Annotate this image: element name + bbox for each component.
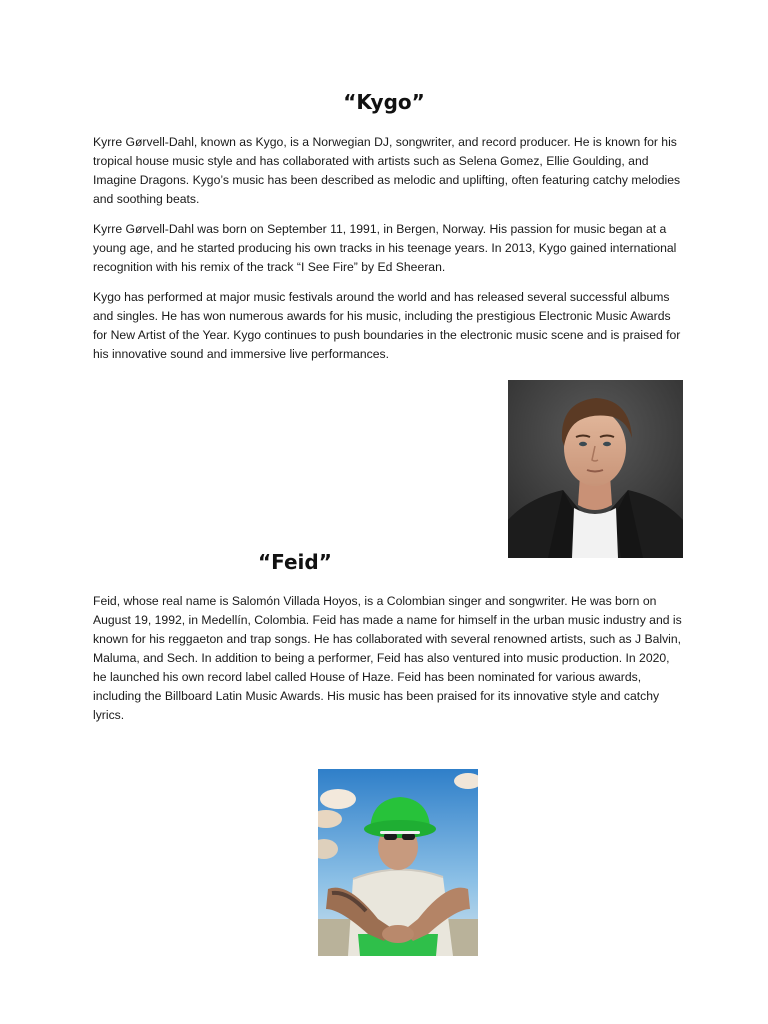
kygo-portrait-image — [508, 380, 683, 558]
feid-paragraph-1: Feid, whose real name is Salomón Villada Hoyos, is a Colombian singer and songwriter. He was born on August 19, 1992, in Medellín, Colombia. Feid has made a name for himself in the urban music industry and is known for his reggaeton and trap songs. He has collaborated with several renowned artists, such as J Balvin, Maluma, and Sech. In addition to being a performer, Feid has also ventured into music production. In 2020, he launched his own record label called House of Haze. Feid has been nominated for various awards, including the Billboard Latin Music Awards. His music has been praised for its innovative style and catchy lyrics. — [93, 594, 682, 722]
kygo-photo — [508, 380, 683, 558]
kygo-paragraph-3: Kygo has performed at major music festivals around the world and has released several successful albums and singles. He has won numerous awards for his music, including the prestigious Electronic Music Awards for New Artist of the Year. Kygo continues to push boundaries in the electronic music scene and is praised for his innovative sound and immersive live performances. — [93, 290, 681, 361]
kygo-paragraph-1: Kyrre Gørvell-Dahl, known as Kygo, is a Norwegian DJ, songwriter, and record producer. He is known for his tropical house music style and has collaborated with artists such as Selena Gomez, Ellie Goulding, and Imagine Dragons. Kygo’s music has been described as melodic and uplifting, often featuring catchy melodies and soothing beats. — [93, 135, 681, 206]
feid-photo — [318, 769, 478, 956]
kygo-paragraph-2: Kyrre Gørvell-Dahl was born on September 11, 1991, in Bergen, Norway. His passion for music began at a young age, and he started producing his own tracks in his teenage years. In 2013, Kygo gained international recognition with his remix of the track “I See Fire” by Ed Sheeran. — [93, 222, 677, 274]
feid-portrait-image — [318, 769, 478, 956]
feid-title: “Feid” — [258, 550, 332, 574]
kygo-title: “Kygo” — [343, 90, 425, 114]
